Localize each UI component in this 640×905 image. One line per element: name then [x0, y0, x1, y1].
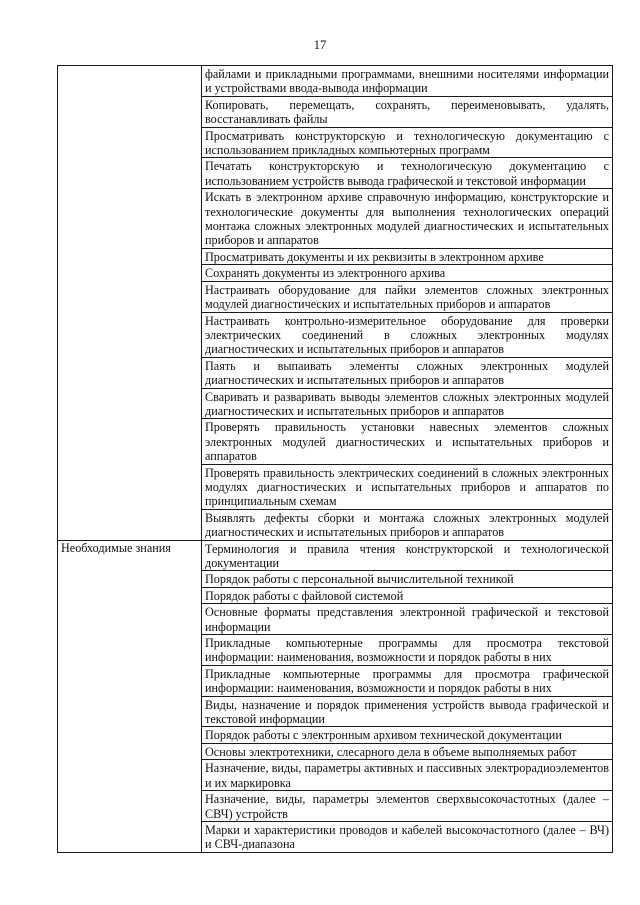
list-item: Копировать, перемещать, сохранять, переименовывать, удалять, восстанавливать файлы [202, 96, 613, 127]
list-item: Искать в электронном архиве справочную информацию, конструкторские и технологические документы для выполнения технологических операций монтажа сложных электронных модулей диагностических и испытательных приборов и аппаратов [202, 189, 613, 249]
list-item: Основные форматы представления электронной графической и текстовой информации [202, 604, 613, 635]
list-item: Назначение, виды, параметры активных и пассивных электрорадиоэлементов и их маркировка [202, 760, 613, 791]
list-item: Терминология и правила чтения конструкторской и технологической документации [202, 540, 613, 571]
table-row [58, 66, 613, 97]
list-item: Порядок работы с персональной вычислительной техникой [202, 571, 613, 587]
list-item: Основы электротехники, слесарного дела в объеме выполняемых работ [202, 743, 613, 759]
list-item: Марки и характеристики проводов и кабелей высокочастотного (далее – ВЧ) и СВЧ-диапазона [202, 821, 613, 852]
list-item: Прикладные компьютерные программы для просмотра графической информации: наименования, возможности и порядок работы в них [202, 665, 613, 696]
list-item: Порядок работы с файловой системой [202, 587, 613, 603]
list-item: Порядок работы с электронным архивом технической документации [202, 727, 613, 743]
list-item: Просматривать документы и их реквизиты в электронном архиве [202, 248, 613, 264]
list-item: Прикладные компьютерные программы для просмотра текстовой информации: наименования, возможности и порядок работы в них [202, 635, 613, 666]
list-item: Проверять правильность установки навесных элементов сложных электронных модулей диагностических и испытательных приборов и аппаратов [202, 419, 613, 464]
list-item: Назначение, виды, параметры элементов сверхвысокочастотных (далее – СВЧ) устройств [202, 791, 613, 822]
skills-table [57, 65, 613, 853]
list-item: файлами и прикладными программами, внешними носителями информации и устройствами ввода-вывода информации [202, 66, 613, 97]
table-row [58, 540, 613, 571]
section-label: Необходимые знания [58, 540, 202, 852]
page-number: 17 [313, 38, 327, 52]
list-item: Проверять правильность электрических соединений в сложных электронных модулях диагностических и испытательных приборов и аппаратов по принципиальным схемам [202, 464, 613, 509]
list-item: Просматривать конструкторскую и технологическую документацию с использованием прикладных компьютерных программ [202, 127, 613, 158]
list-item: Выявлять дефекты сборки и монтажа сложных электронных модулей диагностических и испытательных приборов и аппаратов [202, 509, 613, 540]
list-item: Сохранять документы из электронного архива [202, 265, 613, 281]
list-item: Сваривать и разваривать выводы элементов сложных электронных модулей диагностических и испытательных приборов и аппаратов [202, 388, 613, 419]
list-item: Настраивать контрольно-измерительное оборудование для проверки электрических соединений в сложных электронных модулях диагностических и испытательных приборов и аппаратов [202, 312, 613, 357]
list-item: Печатать конструкторскую и технологическую документацию с использованием устройств вывода графической и текстовой информации [202, 158, 613, 189]
section-label [58, 66, 202, 541]
list-item: Настраивать оборудование для пайки элементов сложных электронных модулей диагностических и испытательных приборов и аппаратов [202, 281, 613, 312]
list-item: Паять и выпаивать элементы сложных электронных модулей диагностических и испытательных приборов и аппаратов [202, 357, 613, 388]
list-item: Виды, назначение и порядок применения устройств вывода графической и текстовой информации [202, 696, 613, 727]
